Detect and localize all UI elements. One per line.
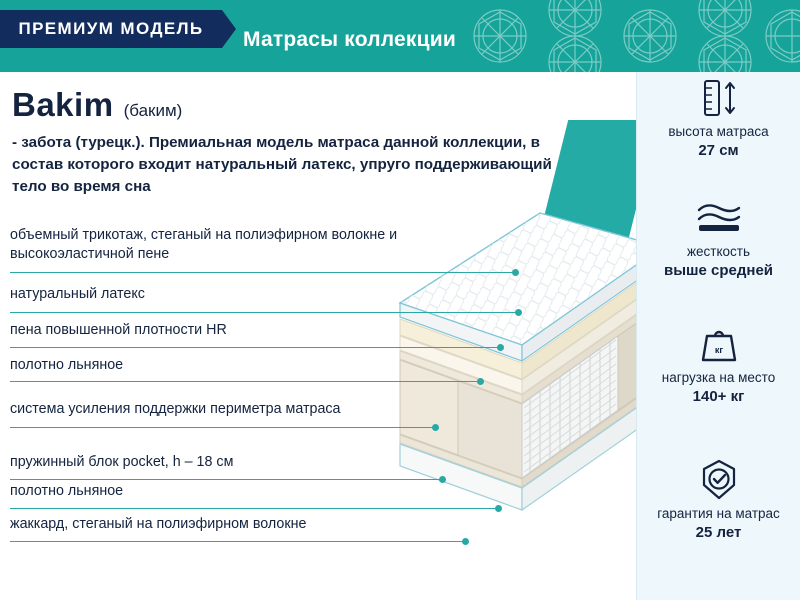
brand-name: Bakim: [12, 86, 114, 123]
layer-label: система усиления поддержки периметра матраса: [10, 401, 341, 417]
leader-line: [10, 508, 498, 509]
premium-badge: [0, 10, 222, 48]
spec-value: 25 лет: [695, 523, 742, 541]
leader-dot: [512, 269, 519, 276]
spec-value: 140+ кг: [692, 387, 745, 405]
layer-label: пружинный блок pocket, h – 18 см: [10, 454, 234, 470]
spec-firmness: [637, 192, 800, 280]
top-banner: [0, 0, 800, 72]
layer-label: натуральный латекс: [10, 286, 145, 302]
leader-line: [10, 272, 515, 273]
brand-description: - забота (турецк.). Премиальная модель матраса данной коллекции, в состав которого входит натуральный латекс, упруго поддерживающий тело во время сна: [12, 134, 552, 196]
layer-label: жаккард, стеганый на полиэфирном волокне: [10, 516, 307, 532]
leader-line: [10, 381, 480, 382]
brand-translit: (баким): [123, 101, 183, 120]
leader-dot: [515, 309, 522, 316]
spec-label: высота матраса: [668, 124, 769, 139]
leader-line: [10, 312, 518, 313]
spec-load: [637, 318, 800, 406]
leader-dot: [462, 538, 469, 545]
layer-label: пена повышенной плотности HR: [10, 322, 227, 338]
leader-dot: [432, 424, 439, 431]
spec-label: нагрузка на место: [661, 370, 776, 385]
leader-line: [10, 427, 435, 428]
leader-dot: [497, 344, 504, 351]
leader-line: [10, 479, 442, 480]
spec-sidebar: [636, 72, 800, 600]
premium-badge-label: ПРЕМИУМ МОДЕЛЬ: [18, 19, 204, 38]
leader-dot: [477, 378, 484, 385]
spec-label: жесткость: [686, 244, 750, 259]
height-ruler-icon: [637, 72, 800, 124]
weight-kg-icon: [637, 318, 800, 370]
layer-label: полотно льняное: [10, 357, 124, 373]
spec-warranty: [637, 454, 800, 542]
leader-dot: [495, 505, 502, 512]
spec-value: 27 см: [698, 141, 739, 159]
banner-ornament-pattern: [470, 0, 800, 72]
svg-text:кг: кг: [714, 345, 723, 355]
layer-label: полотно льняное: [10, 483, 124, 499]
spec-height: [637, 72, 800, 160]
leader-line: [10, 347, 500, 348]
firmness-waves-icon: [637, 192, 800, 244]
layer-label: объемный трикотаж, стеганый на полиэфирном волокне и высокоэластичной пене: [10, 227, 398, 262]
leader-line: [10, 541, 465, 542]
spec-label: гарантия на матрас: [657, 506, 780, 521]
collection-title: Матрасы коллекции: [243, 28, 456, 51]
brand-heading: [12, 86, 182, 124]
warranty-check-icon: [637, 454, 800, 506]
spec-value: выше средней: [663, 261, 774, 279]
